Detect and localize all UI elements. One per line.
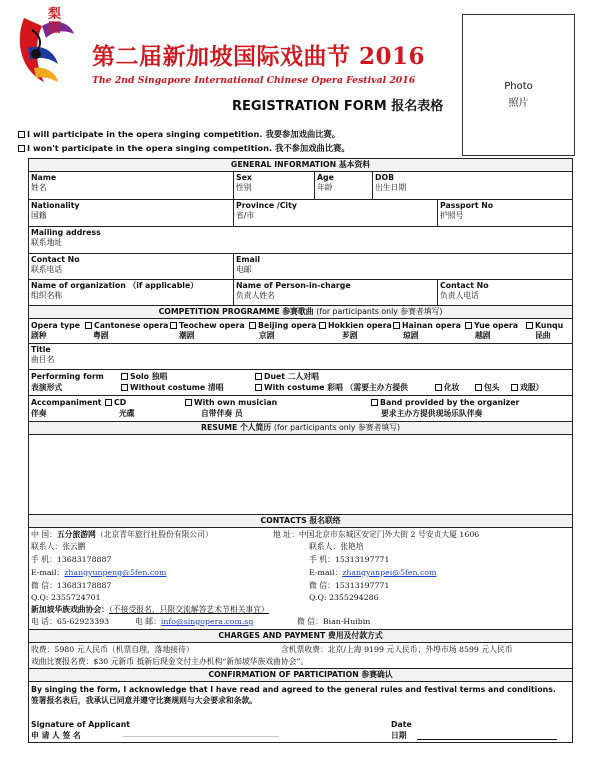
passport-field[interactable]: Passport No 护照号 [437, 200, 572, 226]
performing-form-label-cn: 表演形式 [31, 383, 63, 392]
section-contacts-title: CONTACTS 报名联络 [28, 514, 573, 527]
will-participate-option[interactable] [18, 128, 340, 140]
contact1-phone: 手 机：13683178887 [31, 555, 112, 564]
charges-line2: 戏曲比赛报名费：$30 元新币 抵新后现金交付主办机构“新加坡华族戏曲协会”。 [31, 657, 309, 666]
photo-label-cn: 照片 [508, 98, 529, 109]
resume-field[interactable] [28, 434, 573, 514]
signature-label: Signature of Applicant [31, 720, 130, 729]
contact1-wechat: 微 信：13683178887 [31, 581, 112, 590]
contacts-block [28, 527, 573, 629]
contact2-qq: Q.Q: 2355294286 [309, 593, 379, 602]
duet-option[interactable]: Duet 二人对唱 [255, 372, 319, 382]
wont-participate-option[interactable] [18, 142, 350, 154]
opera-type-teochew[interactable]: Teochew opera [170, 321, 245, 331]
row-organization [28, 279, 573, 305]
sex-field[interactable]: Sex 性别 [233, 172, 314, 199]
performing-form-label: Performing form [31, 372, 104, 381]
will-participate-checkbox[interactable] [18, 131, 25, 138]
singapore-email-link[interactable]: info@singopera.com.sg [160, 617, 254, 626]
contact2-phone: 手 机：15313197771 [309, 555, 390, 564]
contact1-email: E-mail：zhangyunpeng@5fen.com [31, 568, 167, 577]
dob-field[interactable]: DOB 出生日期 [372, 172, 572, 199]
contact2-email-link[interactable]: zhangyanpei@5fen.com [342, 568, 437, 577]
row-title [28, 343, 573, 369]
email-field[interactable]: Email 电邮 [233, 254, 572, 279]
contact2-wechat: 微 信：15313197771 [309, 581, 390, 590]
section-charges-title: CHARGES AND PAYMENT 费用及付款方式 [28, 629, 573, 642]
china-contact-line: 中 国：五分旅游网（北京青年旅行社股份有限公司） [31, 530, 213, 539]
opera-type-kunqu[interactable]: Kunqu [526, 321, 563, 331]
section-general-title: GENERAL INFORMATION 基本资料 [28, 158, 573, 171]
mailing-address-field[interactable]: Mailing address 联系地址 [31, 228, 101, 247]
opera-type-hainan[interactable]: Hainan opera [393, 321, 461, 331]
accompaniment-label: Accompaniment [31, 398, 102, 407]
confirmation-text-en: By singing the form, I acknowledge that I have read and agreed to the general rules and festival terms and conditions. [31, 685, 556, 694]
contact2-email: E-mail：zhangyanpei@5fen.com [309, 568, 437, 577]
opera-type-label-cn: 剧种 [31, 331, 47, 340]
makeup-option[interactable]: 化妆 [435, 383, 460, 393]
signature-line[interactable]: …………………………………………………………………… [123, 732, 279, 739]
wont-participate-checkbox[interactable] [18, 145, 25, 152]
section-confirmation-title: CONFIRMATION OF PARTICIPATION 参赛确认 [28, 668, 573, 681]
contact1-qq: Q.Q: 2355724701 [31, 593, 101, 602]
charges-line1-b: 含机票收费：北京/上海 9199 元人民币；外埠市场 8599 元人民币 [281, 645, 513, 654]
signature-label-cn: 申 请 人 签 名 [31, 731, 81, 740]
date-line[interactable] [417, 739, 557, 740]
without-costume-option[interactable]: Without costume 清唱 [121, 383, 224, 393]
logo-characters: 梨园 [48, 7, 62, 36]
section-resume-title: RESUME 个人简历 (for participants only 参赛者填写) [28, 421, 573, 434]
festival-title-en: The 2nd Singapore International Chinese Opera Festival 2016 [92, 75, 416, 86]
song-title-field[interactable]: Title 曲目名 [31, 345, 55, 364]
festival-title-cn: 第二届新加坡国际戏曲节 2016 [92, 43, 426, 70]
date-label: Date [391, 720, 412, 729]
contact2-name: 联系人：张艳培 [309, 542, 364, 551]
row-contact [28, 253, 573, 279]
province-field[interactable]: Province /City 省/市 [233, 200, 437, 226]
section-competition-title: COMPETITION PROGRAMME 参赛歌曲 (for participants only 参赛者填写) [28, 305, 573, 318]
row-performing-form [28, 369, 573, 395]
singapore-tel: 电 话：65-62923393 [31, 617, 110, 626]
person-in-charge-field[interactable]: Name of Person-in-charge 负责人姓名 [233, 280, 437, 305]
headwear-option[interactable]: 包头 [475, 383, 500, 393]
contact-no-field[interactable]: Contact No 联系电话 [31, 255, 80, 274]
row-name [28, 171, 573, 199]
nationality-field[interactable]: Nationality 国籍 [31, 201, 80, 220]
row-opera-type: Opera type 剧种 Cantonese opera 粤剧 Teochew opera 潮剧 Beijing opera 京剧 Hokkien opera 芗剧 Hainan opera 琼剧 Yue opera 越剧 Kunqu 昆曲 [28, 318, 573, 343]
opera-type-label: Opera type [31, 321, 80, 330]
band-option[interactable]: Band provided by the organizer [371, 398, 519, 408]
wont-participate-label: I won't participate in the opera singing competition. 我不参加戏曲比赛。 [27, 143, 350, 153]
confirmation-block [28, 681, 573, 743]
charges-block [28, 642, 573, 668]
with-costume-option[interactable]: With costume 彩唱 （需要主办方提供 [255, 383, 408, 393]
name-field[interactable]: Name 姓名 [31, 173, 57, 192]
solo-option[interactable]: Solo 独唱 [121, 372, 167, 382]
will-participate-label: I will participate in the opera singing competition. 我要参加戏曲比赛。 [27, 129, 341, 139]
accompaniment-label-cn: 伴奏 [31, 409, 47, 418]
opera-type-yue[interactable]: Yue opera [465, 321, 518, 331]
charges-line1-a: 收费：5980 元人民币（机票自理，落地接待） [31, 645, 194, 654]
own-musician-option[interactable]: With own musician [185, 398, 277, 408]
form-title: REGISTRATION FORM 报名表格 [232, 99, 444, 114]
pic-contact-field[interactable]: Contact No 负责人电话 [437, 280, 572, 305]
singapore-wechat: 微 信：Bian-Huibin [297, 617, 371, 626]
confirmation-text-cn: 签署报名表后，我承认已同意并遵守比赛规则与大会要求和条款。 [31, 696, 258, 705]
opera-type-hokkien[interactable]: Hokkien opera [319, 321, 392, 331]
costume-option[interactable]: 戏服） [511, 383, 543, 393]
contact1-email-link[interactable]: zhangyunpeng@5fen.com [64, 568, 167, 577]
row-accompaniment: Accompaniment 伴奏 CD 光碟 With own musician 自带伴奏 员 Band provided by the organizer 要求主办方提供现场乐队伴奏 [28, 395, 573, 421]
cd-option[interactable]: CD [105, 398, 126, 408]
singapore-email: 电 邮：info@singopera.com.sg [135, 617, 254, 626]
photo-box[interactable] [462, 14, 575, 156]
registration-form [28, 158, 573, 743]
opera-type-cantonese[interactable]: Cantonese opera [85, 321, 168, 331]
festival-logo [14, 8, 80, 88]
row-nationality [28, 199, 573, 226]
opera-type-beijing[interactable]: Beijing opera [249, 321, 316, 331]
date-label-cn: 日期 [391, 731, 407, 740]
china-address: 地 址：中国北京市东城区安定门外大街 2 号安贞大厦 1606 [273, 530, 480, 539]
contact1-name: 联系人：张云鹏 [31, 542, 86, 551]
singapore-association-line: 新加坡华族戏曲协会：（不接受报名，只限交流解答艺术节相关事宜） [31, 605, 269, 614]
organization-field[interactable]: Name of organization （if applicable） 组织名称 [31, 281, 199, 300]
row-mailing [28, 226, 573, 253]
age-field[interactable]: Age 年龄 [314, 172, 372, 199]
photo-label: Photo [504, 81, 533, 92]
